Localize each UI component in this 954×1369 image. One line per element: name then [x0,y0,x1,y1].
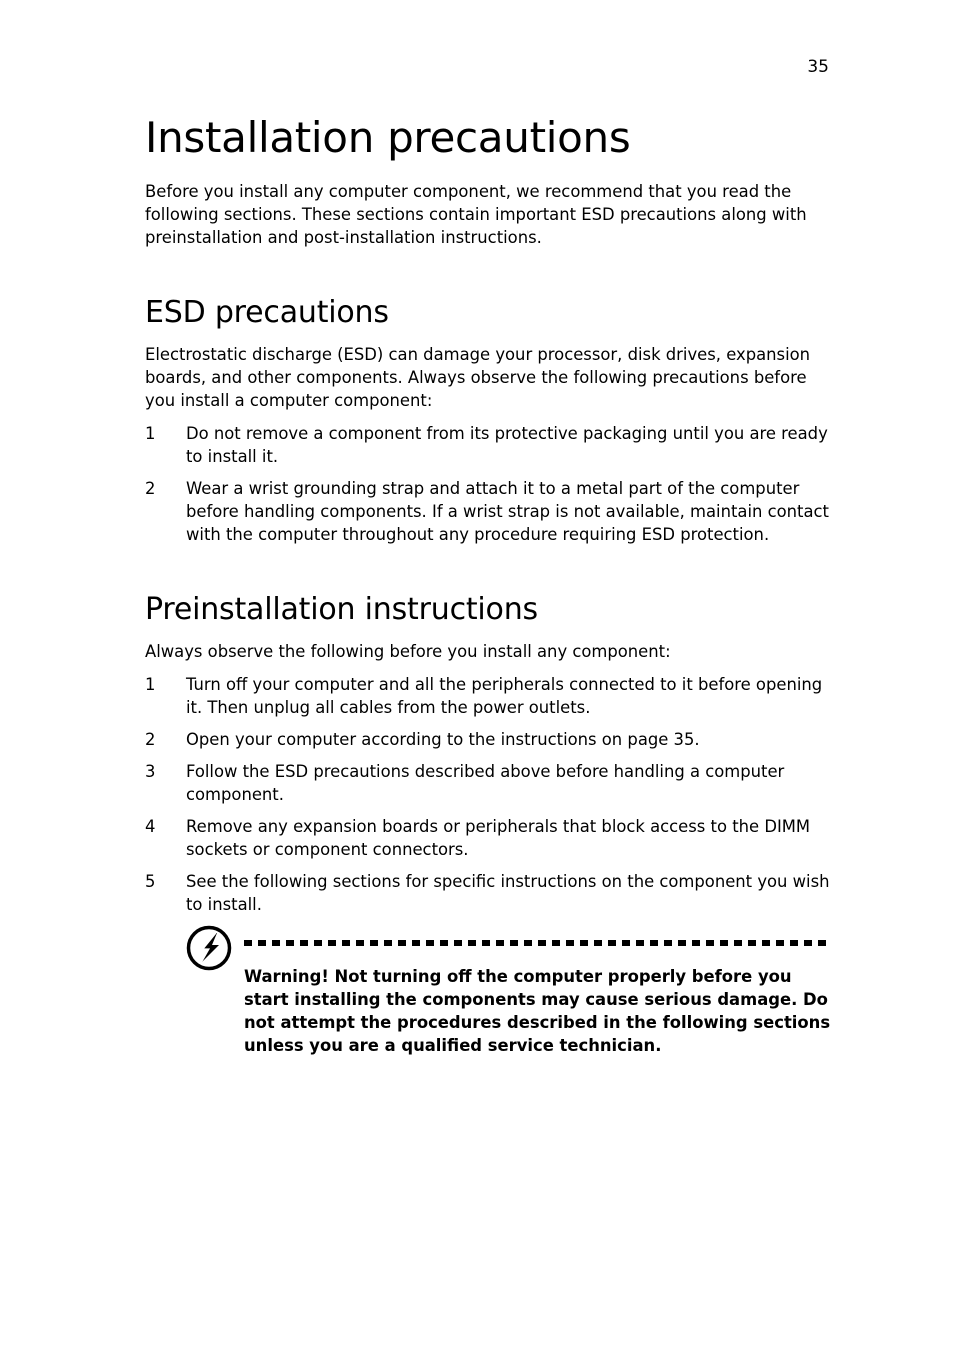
preinstall-section [145,592,835,1065]
step-text: Follow the ESD precautions described above before handling a computer component. [186,762,785,804]
step-number: 3 [145,762,156,781]
step-number: 2 [145,479,156,498]
step-number: 4 [145,817,156,836]
list-item [145,870,835,916]
lightning-warning-icon [186,925,232,971]
preinstall-steps [145,673,835,916]
preinstall-heading: Preinstallation instructions [145,592,538,627]
intro-paragraph: Before you install any computer component, we recommend that you read the following sections. These sections contain important ESD precautions along with preinstallation and post-installation instructions. [145,182,807,247]
page-number: 35 [807,57,829,77]
dashed-divider [244,940,830,946]
esd-section [145,295,835,546]
step-text: Wear a wrist grounding strap and attach it to a metal part of the computer before handling components. If a wrist strap is not available, maintain contact with the computer throughout any procedure requiring ESD protection. [186,479,829,544]
esd-intro: Electrostatic discharge (ESD) can damage your processor, disk drives, expansion boards, and other components. Always observe the following precautions before you install a computer component: [145,345,811,410]
step-number: 5 [145,872,156,891]
step-text: Do not remove a component from its protective packaging until you are ready to install it. [186,424,828,466]
list-item [145,477,835,546]
page-title: Installation precautions [145,113,631,162]
step-text: Turn off your computer and all the peripherals connected to it before opening it. Then unplug all cables from the power outlets. [186,675,823,717]
step-text: Open your computer according to the instructions on page 35. [186,730,700,749]
step-number: 1 [145,675,156,694]
list-item [145,422,835,468]
step-text: See the following sections for specific instructions on the component you wish to install. [186,872,830,914]
list-item [145,815,835,861]
document-body [145,112,835,1065]
esd-heading: ESD precautions [145,295,389,330]
list-item [145,728,835,751]
step-number: 2 [145,730,156,749]
step-text: Remove any expansion boards or peripherals that block access to the DIMM sockets or component connectors. [186,817,811,859]
preinstall-intro: Always observe the following before you install any component: [145,642,671,661]
list-item [145,673,835,719]
step-number: 1 [145,424,156,443]
warning-note [186,925,835,1065]
esd-steps [145,422,835,546]
list-item [145,760,835,806]
warning-text: Warning! Not turning off the computer properly before you start installing the components may cause serious damage. Do not attempt the procedures described in the following sections unless you are a qualified service technician. [244,967,831,1055]
